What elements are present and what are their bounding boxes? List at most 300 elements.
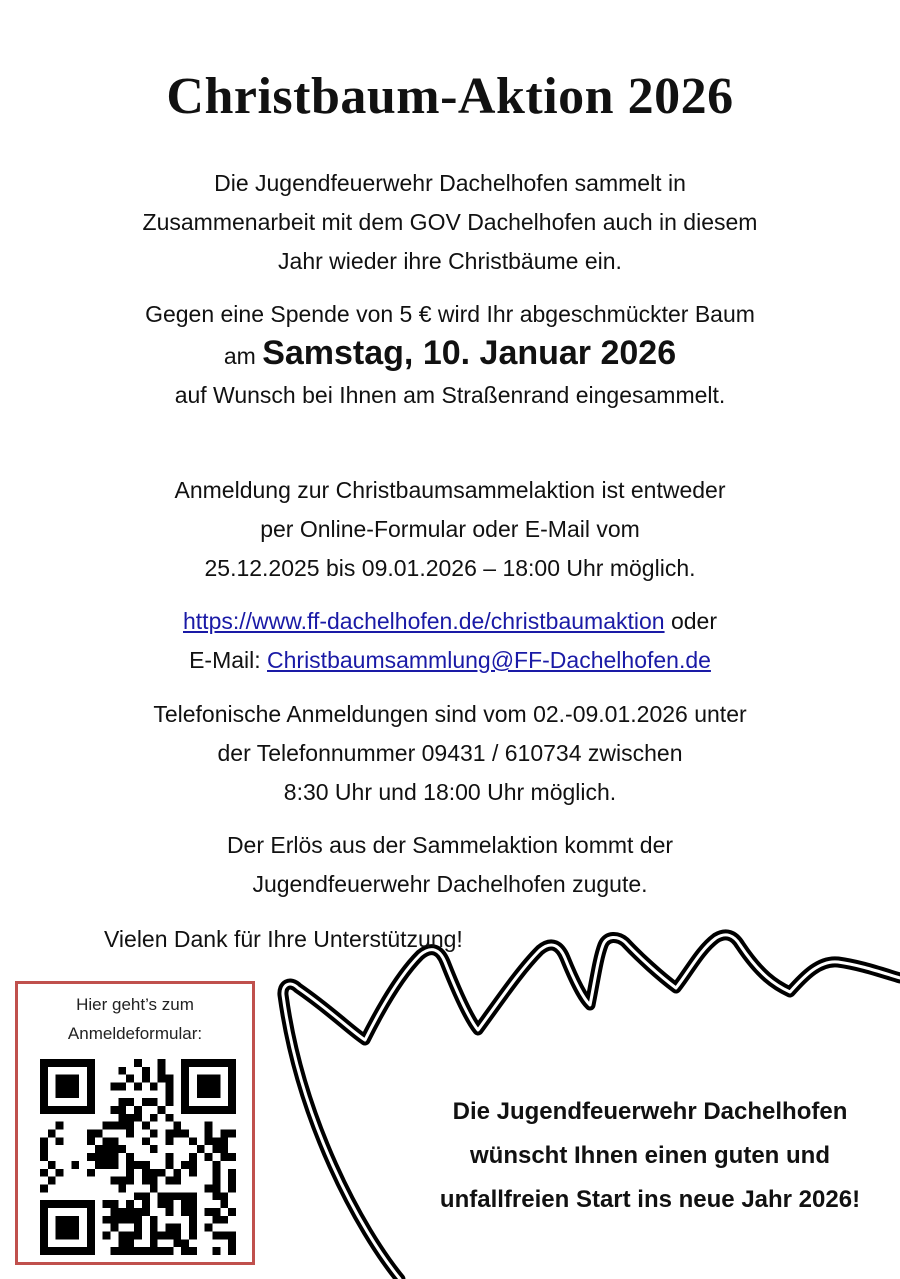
qr-code-icon[interactable] xyxy=(40,1059,236,1255)
qr-module xyxy=(212,1192,220,1200)
qr-module xyxy=(71,1106,79,1114)
qr-module xyxy=(64,1247,72,1255)
qr-module xyxy=(40,1067,48,1075)
qr-module xyxy=(212,1075,220,1083)
qr-module xyxy=(212,1216,220,1224)
qr-module xyxy=(173,1122,181,1130)
qr-module xyxy=(48,1059,56,1067)
qr-module xyxy=(181,1098,189,1106)
qr-module xyxy=(142,1247,150,1255)
qr-module xyxy=(220,1200,228,1208)
qr-module xyxy=(103,1216,111,1224)
registration-line: Anmeldung zur Christbaumsammelaktion ist entweder xyxy=(174,477,726,503)
qr-module xyxy=(142,1075,150,1083)
qr-module xyxy=(111,1200,119,1208)
qr-module xyxy=(111,1208,119,1216)
qr-module xyxy=(181,1090,189,1098)
phone-line: der Telefonnummer 09431 / 610734 zwischen xyxy=(217,740,683,766)
qr-caption-line: Anmeldeformular: xyxy=(67,1024,203,1043)
qr-module xyxy=(118,1177,126,1185)
date-prefix: am xyxy=(223,343,263,369)
qr-module xyxy=(189,1247,197,1255)
new-year-wish xyxy=(405,1090,895,1222)
registration-line: 25.12.2025 bis 09.01.2026 – 18:00 Uhr möglich. xyxy=(204,555,696,581)
qr-module xyxy=(158,1067,166,1075)
qr-module xyxy=(220,1059,228,1067)
qr-module xyxy=(118,1098,126,1106)
donation-line: Gegen eine Spende von 5 € wird Ihr abgeschmückter Baum xyxy=(145,301,755,327)
qr-module xyxy=(173,1130,181,1138)
qr-module xyxy=(103,1122,111,1130)
qr-module xyxy=(212,1184,220,1192)
qr-module xyxy=(87,1137,95,1145)
qr-module xyxy=(228,1169,236,1177)
collection-date: Samstag, 10. Januar 2026 xyxy=(262,334,677,372)
qr-module xyxy=(79,1247,87,1255)
url-suffix: oder xyxy=(664,608,717,634)
qr-module xyxy=(40,1145,48,1153)
qr-module xyxy=(220,1153,228,1161)
qr-module xyxy=(79,1200,87,1208)
qr-module xyxy=(189,1161,197,1169)
qr-module xyxy=(95,1145,103,1153)
qr-module xyxy=(118,1231,126,1239)
qr-module xyxy=(71,1161,79,1169)
qr-module xyxy=(48,1161,56,1169)
qr-module xyxy=(64,1224,72,1232)
qr-module xyxy=(87,1090,95,1098)
qr-module xyxy=(64,1200,72,1208)
qr-module xyxy=(111,1153,119,1161)
qr-module xyxy=(48,1177,56,1185)
wish-line: unfallfreien Start ins neue Jahr 2026! xyxy=(439,1186,861,1213)
qr-module xyxy=(56,1137,64,1145)
qr-module xyxy=(48,1106,56,1114)
qr-module xyxy=(64,1090,72,1098)
qr-module xyxy=(165,1208,173,1216)
qr-module xyxy=(165,1083,173,1091)
qr-module xyxy=(56,1224,64,1232)
proceeds-paragraph xyxy=(0,826,900,904)
qr-module xyxy=(205,1130,213,1138)
qr-module xyxy=(40,1224,48,1232)
qr-module xyxy=(212,1106,220,1114)
qr-module xyxy=(40,1231,48,1239)
qr-module xyxy=(205,1184,213,1192)
qr-module xyxy=(165,1200,173,1208)
qr-module xyxy=(71,1075,79,1083)
qr-module xyxy=(228,1231,236,1239)
qr-module xyxy=(126,1200,134,1208)
qr-module xyxy=(228,1106,236,1114)
qr-module xyxy=(150,1177,158,1185)
qr-module xyxy=(40,1090,48,1098)
qr-module xyxy=(111,1216,119,1224)
qr-module xyxy=(126,1239,134,1247)
qr-module xyxy=(205,1090,213,1098)
qr-module xyxy=(212,1169,220,1177)
qr-module xyxy=(142,1161,150,1169)
qr-module xyxy=(212,1137,220,1145)
qr-module xyxy=(79,1059,87,1067)
qr-module xyxy=(212,1145,220,1153)
qr-module xyxy=(103,1137,111,1145)
qr-module xyxy=(220,1137,228,1145)
qr-module xyxy=(111,1145,119,1153)
qr-module xyxy=(142,1122,150,1130)
qr-module xyxy=(126,1231,134,1239)
qr-module xyxy=(181,1192,189,1200)
qr-module xyxy=(142,1200,150,1208)
qr-caption-line: Hier geht’s zum xyxy=(76,995,194,1014)
qr-module xyxy=(142,1137,150,1145)
qr-module xyxy=(87,1247,95,1255)
thanks-text: Vielen Dank für Ihre Unterstützung! xyxy=(104,926,463,952)
contact-paragraph xyxy=(0,602,900,680)
qr-module xyxy=(40,1153,48,1161)
qr-module xyxy=(165,1224,173,1232)
qr-module xyxy=(87,1106,95,1114)
qr-module xyxy=(173,1169,181,1177)
qr-module xyxy=(150,1239,158,1247)
qr-module xyxy=(181,1208,189,1216)
qr-module xyxy=(126,1114,134,1122)
qr-module xyxy=(158,1169,166,1177)
qr-module xyxy=(150,1145,158,1153)
qr-module xyxy=(228,1090,236,1098)
qr-module xyxy=(103,1231,111,1239)
qr-module xyxy=(228,1130,236,1138)
qr-module xyxy=(87,1153,95,1161)
qr-module xyxy=(87,1200,95,1208)
qr-module xyxy=(40,1075,48,1083)
qr-module xyxy=(56,1059,64,1067)
qr-module xyxy=(87,1239,95,1247)
qr-caption xyxy=(18,990,252,1048)
qr-module xyxy=(118,1106,126,1114)
qr-module xyxy=(118,1184,126,1192)
qr-module xyxy=(142,1192,150,1200)
qr-module xyxy=(181,1247,189,1255)
qr-module xyxy=(165,1247,173,1255)
qr-module xyxy=(40,1216,48,1224)
qr-module xyxy=(189,1153,197,1161)
qr-module xyxy=(134,1114,142,1122)
qr-module xyxy=(71,1059,79,1067)
intro-line: Die Jugendfeuerwehr Dachelhofen sammelt in xyxy=(214,170,686,196)
qr-module xyxy=(64,1106,72,1114)
qr-module xyxy=(212,1208,220,1216)
qr-module xyxy=(189,1200,197,1208)
qr-module xyxy=(126,1153,134,1161)
qr-module xyxy=(87,1224,95,1232)
qr-module xyxy=(158,1075,166,1083)
qr-module xyxy=(150,1224,158,1232)
qr-module xyxy=(205,1122,213,1130)
qr-module xyxy=(40,1098,48,1106)
qr-module xyxy=(118,1145,126,1153)
qr-module xyxy=(87,1059,95,1067)
qr-module xyxy=(158,1200,166,1208)
qr-module xyxy=(189,1192,197,1200)
qr-module xyxy=(118,1239,126,1247)
qr-module xyxy=(189,1059,197,1067)
qr-module xyxy=(71,1200,79,1208)
qr-module xyxy=(126,1208,134,1216)
qr-module xyxy=(142,1208,150,1216)
qr-module xyxy=(134,1247,142,1255)
qr-module xyxy=(228,1083,236,1091)
qr-module xyxy=(173,1224,181,1232)
phone-paragraph xyxy=(0,695,900,812)
qr-module xyxy=(165,1153,173,1161)
qr-module xyxy=(56,1200,64,1208)
qr-module xyxy=(134,1224,142,1232)
qr-module xyxy=(165,1098,173,1106)
qr-module xyxy=(173,1177,181,1185)
qr-module xyxy=(64,1231,72,1239)
qr-module xyxy=(205,1059,213,1067)
qr-module xyxy=(134,1192,142,1200)
qr-module xyxy=(181,1067,189,1075)
qr-module xyxy=(40,1200,48,1208)
qr-module xyxy=(165,1177,173,1185)
qr-module xyxy=(111,1122,119,1130)
qr-module xyxy=(228,1239,236,1247)
qr-module xyxy=(126,1130,134,1138)
qr-module xyxy=(173,1192,181,1200)
qr-module xyxy=(228,1075,236,1083)
qr-module xyxy=(165,1161,173,1169)
qr-module xyxy=(228,1208,236,1216)
qr-module xyxy=(189,1208,197,1216)
qr-module xyxy=(56,1106,64,1114)
qr-module xyxy=(134,1059,142,1067)
email-line xyxy=(0,641,900,680)
qr-module xyxy=(205,1153,213,1161)
qr-module xyxy=(103,1200,111,1208)
qr-module xyxy=(212,1231,220,1239)
qr-module xyxy=(220,1130,228,1138)
qr-module xyxy=(56,1247,64,1255)
phone-line: 8:30 Uhr und 18:00 Uhr möglich. xyxy=(283,779,617,805)
intro-line: Jahr wieder ihre Christbäume ein. xyxy=(278,248,622,274)
qr-module xyxy=(220,1231,228,1239)
qr-module xyxy=(56,1090,64,1098)
qr-module xyxy=(142,1169,150,1177)
qr-module xyxy=(118,1208,126,1216)
qr-module xyxy=(212,1059,220,1067)
qr-module xyxy=(158,1231,166,1239)
qr-module xyxy=(40,1059,48,1067)
qr-module xyxy=(165,1231,173,1239)
qr-module xyxy=(64,1216,72,1224)
qr-module xyxy=(150,1247,158,1255)
qr-module xyxy=(228,1098,236,1106)
qr-module xyxy=(40,1169,48,1177)
qr-box xyxy=(15,981,255,1265)
qr-module xyxy=(158,1192,166,1200)
qr-module xyxy=(165,1130,173,1138)
qr-module xyxy=(111,1161,119,1169)
qr-module xyxy=(71,1083,79,1091)
qr-module xyxy=(150,1216,158,1224)
qr-module xyxy=(95,1130,103,1138)
qr-module xyxy=(212,1090,220,1098)
qr-module xyxy=(212,1247,220,1255)
phone-line: Telefonische Anmeldungen sind vom 02.-09.01.2026 unter xyxy=(153,701,747,727)
donation-line: auf Wunsch bei Ihnen am Straßenrand eingesammelt. xyxy=(174,382,726,408)
qr-module xyxy=(212,1177,220,1185)
qr-module xyxy=(48,1247,56,1255)
wish-line: Die Jugendfeuerwehr Dachelhofen xyxy=(452,1098,848,1125)
qr-module xyxy=(142,1177,150,1185)
qr-module xyxy=(150,1184,158,1192)
qr-module xyxy=(111,1106,119,1114)
qr-module xyxy=(189,1106,197,1114)
qr-module xyxy=(56,1083,64,1091)
qr-module xyxy=(118,1122,126,1130)
qr-module xyxy=(134,1161,142,1169)
wish-line: wünscht Ihnen einen guten und xyxy=(470,1142,830,1169)
qr-module xyxy=(150,1083,158,1091)
qr-module xyxy=(126,1216,134,1224)
qr-module xyxy=(87,1083,95,1091)
qr-module xyxy=(165,1114,173,1122)
qr-module xyxy=(134,1083,142,1091)
qr-module xyxy=(118,1114,126,1122)
qr-module xyxy=(228,1184,236,1192)
qr-module xyxy=(189,1169,197,1177)
qr-module xyxy=(205,1224,213,1232)
qr-module xyxy=(165,1192,173,1200)
qr-module xyxy=(150,1169,158,1177)
qr-module xyxy=(111,1137,119,1145)
qr-module xyxy=(87,1075,95,1083)
qr-module xyxy=(56,1075,64,1083)
registration-url-link[interactable]: https://www.ff-dachelhofen.de/christbaumaktion xyxy=(183,608,665,634)
qr-module xyxy=(220,1216,228,1224)
qr-module xyxy=(111,1083,119,1091)
qr-module xyxy=(118,1083,126,1091)
qr-module xyxy=(118,1216,126,1224)
qr-module xyxy=(56,1231,64,1239)
qr-module xyxy=(165,1075,173,1083)
qr-module xyxy=(64,1083,72,1091)
qr-module xyxy=(189,1231,197,1239)
qr-module xyxy=(197,1059,205,1067)
qr-module xyxy=(205,1208,213,1216)
qr-module xyxy=(71,1090,79,1098)
qr-module xyxy=(150,1114,158,1122)
qr-module xyxy=(220,1106,228,1114)
qr-module xyxy=(181,1239,189,1247)
qr-module xyxy=(181,1106,189,1114)
qr-module xyxy=(173,1231,181,1239)
qr-module xyxy=(158,1059,166,1067)
qr-module xyxy=(40,1137,48,1145)
qr-module xyxy=(126,1098,134,1106)
qr-module xyxy=(197,1106,205,1114)
registration-paragraph xyxy=(0,471,900,588)
qr-module xyxy=(205,1075,213,1083)
qr-module xyxy=(205,1083,213,1091)
qr-module xyxy=(56,1216,64,1224)
page-title: Christbaum-Aktion 2026 xyxy=(166,68,734,125)
qr-module xyxy=(134,1231,142,1239)
qr-module xyxy=(87,1216,95,1224)
qr-module xyxy=(197,1075,205,1083)
qr-module xyxy=(111,1177,119,1185)
qr-module xyxy=(134,1216,142,1224)
intro-paragraph xyxy=(0,164,900,281)
qr-module xyxy=(165,1090,173,1098)
qr-module xyxy=(150,1130,158,1138)
qr-module xyxy=(71,1224,79,1232)
qr-module xyxy=(134,1208,142,1216)
qr-module xyxy=(228,1067,236,1075)
qr-module xyxy=(150,1098,158,1106)
qr-module xyxy=(181,1083,189,1091)
qr-module xyxy=(228,1059,236,1067)
qr-module xyxy=(71,1247,79,1255)
collection-date-line xyxy=(0,334,900,376)
qr-module xyxy=(212,1161,220,1169)
qr-module xyxy=(87,1098,95,1106)
qr-module xyxy=(87,1169,95,1177)
qr-module xyxy=(64,1075,72,1083)
qr-module xyxy=(197,1145,205,1153)
qr-module xyxy=(158,1247,166,1255)
qr-module xyxy=(103,1153,111,1161)
qr-module xyxy=(228,1177,236,1185)
proceeds-line: Jugendfeuerwehr Dachelhofen zugute. xyxy=(252,871,648,897)
qr-module xyxy=(40,1106,48,1114)
qr-module xyxy=(118,1247,126,1255)
qr-module xyxy=(111,1247,119,1255)
qr-module xyxy=(189,1137,197,1145)
intro-line: Zusammenarbeit mit dem GOV Dachelhofen auch in diesem xyxy=(142,209,758,235)
qr-module xyxy=(40,1184,48,1192)
qr-module xyxy=(142,1067,150,1075)
qr-module xyxy=(40,1208,48,1216)
donation-paragraph xyxy=(0,295,900,415)
qr-module xyxy=(87,1231,95,1239)
qr-module xyxy=(87,1130,95,1138)
qr-module xyxy=(111,1224,119,1232)
qr-module xyxy=(228,1247,236,1255)
qr-module xyxy=(126,1247,134,1255)
qr-module xyxy=(103,1145,111,1153)
qr-module xyxy=(205,1106,213,1114)
qr-module xyxy=(40,1239,48,1247)
qr-module xyxy=(228,1153,236,1161)
qr-module xyxy=(181,1075,189,1083)
qr-module xyxy=(197,1083,205,1091)
qr-module xyxy=(118,1067,126,1075)
proceeds-line: Der Erlös aus der Sammelaktion kommt der xyxy=(226,832,674,858)
qr-module xyxy=(40,1247,48,1255)
qr-module xyxy=(197,1090,205,1098)
email-link[interactable]: Christbaumsammlung@FF-Dachelhofen.de xyxy=(267,647,711,673)
url-line xyxy=(0,602,900,641)
email-prefix: E-Mail: xyxy=(189,647,268,673)
qr-module xyxy=(71,1231,79,1239)
registration-line: per Online-Formular oder E-Mail vom xyxy=(260,516,640,542)
qr-module xyxy=(181,1161,189,1169)
qr-module xyxy=(71,1216,79,1224)
qr-module xyxy=(48,1130,56,1138)
